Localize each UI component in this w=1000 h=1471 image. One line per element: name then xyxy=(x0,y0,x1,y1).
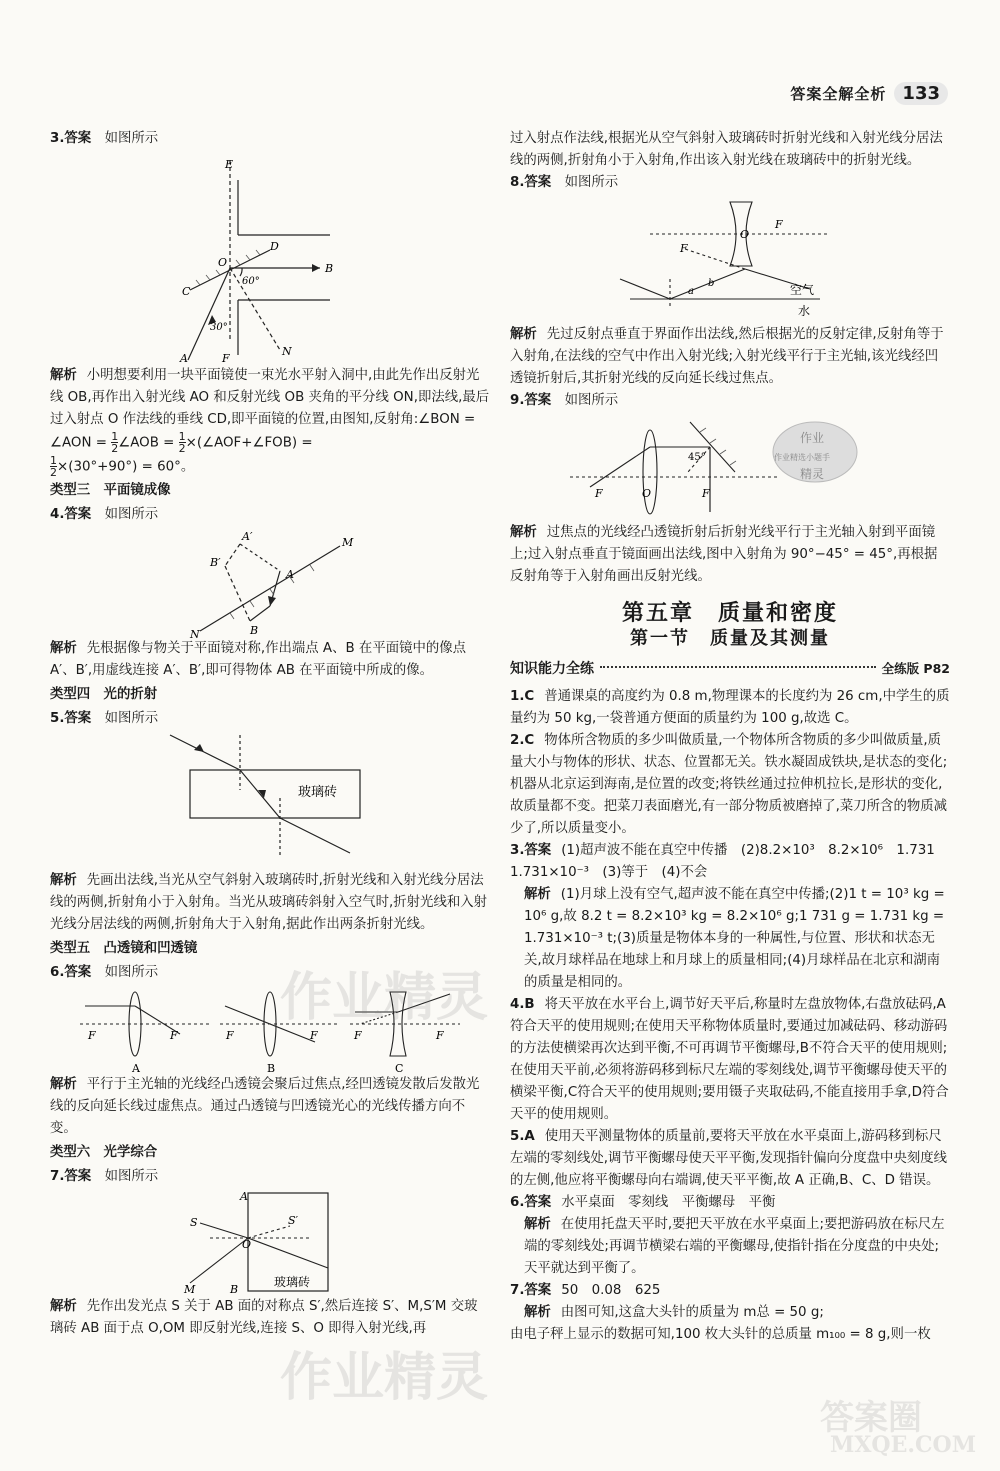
q9-figure xyxy=(560,412,900,522)
practice-bar-title: 知识能力全练 xyxy=(510,661,594,677)
q7-figure xyxy=(170,1188,370,1296)
svg-text:B: B xyxy=(230,1283,239,1296)
q7-analysis: 解析 先作出发光点 S 关于 AB 面的对称点 S′,然后连接 S′、M,S′M 交玻璃砖 AB 面于点 O,OM 即反射光线,连接 S、O 即得入射光线,再 xyxy=(50,1299,478,1336)
svg-text:a: a xyxy=(688,286,694,297)
svg-text:作业精选小题手: 作业精选小题手 xyxy=(774,453,830,462)
q8-analysis: 解析 先过反射点垂直于界面作出法线,然后根据光的反射定律,反射角等于入射角,在法线的空气中作出入射光线;入射光线平行于主光轴,该光线经凹透镜折射后,其折射光线的反向延长线过焦点。 xyxy=(510,327,944,386)
q3-figure xyxy=(170,150,370,365)
practice-bar-ref: 全练版 P82 xyxy=(881,661,950,676)
svg-text:F: F xyxy=(702,487,710,500)
svg-text:F: F xyxy=(170,1029,178,1042)
svg-text:S′: S′ xyxy=(288,1214,299,1227)
svg-text:精灵: 精灵 xyxy=(800,467,825,481)
q6-answer: 6.答案 如图所示 xyxy=(50,965,159,980)
svg-text:C: C xyxy=(395,1062,404,1074)
a7-analysis-2: 由电子秤上显示的数据可知,100 枚大头针的总质量 m₁₀₀ = 8 g,则一枚 xyxy=(510,1327,931,1342)
svg-text:A′: A′ xyxy=(242,530,253,543)
svg-text:45°: 45° xyxy=(688,452,706,463)
svg-text:O: O xyxy=(642,487,652,500)
q3-answer: 3.答案 如图所示 xyxy=(50,131,159,146)
q9-answer: 9.答案 如图所示 xyxy=(510,393,619,408)
svg-text:F: F xyxy=(775,218,783,231)
svg-text:D: D xyxy=(270,240,279,253)
q5-answer: 5.答案 如图所示 xyxy=(50,711,159,726)
svg-text:玻璃砖: 玻璃砖 xyxy=(274,1275,311,1289)
svg-text:F: F xyxy=(222,352,230,365)
watermark-3: 答案圈 xyxy=(820,1398,922,1438)
q6-analysis: 解析 平行于主光轴的光线经凸透镜会聚后过焦点,经凹透镜发散后发散光线的反向延长线过虚焦点。通过凸透镜与凹透镜光心的光线传播方向不变。 xyxy=(50,1077,480,1136)
svg-text:玻璃砖: 玻璃砖 xyxy=(298,785,338,800)
svg-text:B′: B′ xyxy=(210,556,221,569)
q7-analysis-cont: 过入射点作法线,根据光从空气斜射入玻璃砖时折射光线和入射光线分居法线的两侧,折射角小于入射角,作出该入射光线在玻璃砖中的折射光线。 xyxy=(510,131,943,168)
svg-text:M: M xyxy=(184,1283,196,1296)
type-6-heading: 类型六 光学综合 xyxy=(50,1145,158,1160)
svg-text:N: N xyxy=(190,628,200,638)
watermark-2: 作业精灵 xyxy=(280,1347,489,1408)
a6: 6.答案 水平桌面 零刻线 平衡螺母 平衡 xyxy=(510,1195,776,1210)
a3: 3.答案 (1)超声波不能在真空中传播 (2)8.2×10³ 8.2×10⁶ 1.731 1.731×10⁻³ (3)等于 (4)不会 xyxy=(510,843,949,880)
watermark-1: 作业精灵 xyxy=(280,967,489,1028)
svg-text:M: M xyxy=(342,536,354,549)
q9-analysis: 解析 过焦点的光线经凸透镜折射后折射光线平行于主光轴入射到平面镜上;过入射点垂直于镜面画出法线,图中入射角为 90°−45° = 45°,再根据反射角等于入射角画出反射光线。 xyxy=(510,525,938,584)
q3-analysis: 解析 小明想要利用一块平面镜使一束光水平射入洞中,由此先作出反射光线 OB,再作出入射光线 AO 和反射光线 OB 夹角的平分线 ON,即法线,最后过入射点 O 作法线的垂线 CD,即平面镜的位置,由图知,反射角:∠BON = ∠AON = $\frac{1}{2}$ ∠AOB = $\frac{1}{2}$ ×(∠AOF+∠FOB) = xyxy=(50,368,490,455)
svg-text:A: A xyxy=(180,352,188,365)
svg-text:C: C xyxy=(182,285,191,298)
svg-text:F: F xyxy=(595,487,603,500)
svg-text:F: F xyxy=(436,1029,444,1042)
svg-text:B: B xyxy=(267,1062,276,1074)
type-3-heading: 类型三 平面镜成像 xyxy=(50,483,171,498)
a4: 4.B 将天平放在水平台上,调节好天平后,称量时左盘放物体,右盘放砝码,A符合天平的使用规则;在使用天平称物体质量时,要通过加减砝码、移动游码的方法使横梁再次达到平衡,不可再调节平衡螺母,B不符合天平的使用规则;在使用天平前,必须将游码移到标尺左端的零刻线处,调节平衡螺母使天平的横梁平衡,C符合天平的使用规则;要用镊子夹取砝码,不能直接用手拿,D符合天平的使用规则。 xyxy=(510,997,949,1122)
a6-analysis: 解析 在使用托盘天平时,要把天平放在水平桌面上;要把游码放在标尺左端的零刻线处;再调节横梁右端的平衡螺母,使指针指在分度盘的中央处;天平就达到平衡了。 xyxy=(524,1217,945,1276)
svg-text:F: F xyxy=(226,1029,234,1042)
q3-analysis-end: $\frac{1}{2}$ ×(30°+90°) = 60°。 xyxy=(50,453,195,479)
svg-text:60°: 60° xyxy=(242,276,260,287)
a2: 2.C 物体所含物质的多少叫做质量,一个物体所含物质的多少叫做质量,质量大小与物体的形状、状态、位置都无关。铁水凝固成铁块,是状态的变化;机器从北京运到海南,是位置的改变;将铁丝通过拉伸机拉长,是形状的变化,故质量都不变。把菜刀表面磨光,有一部分物质被磨掉了,菜刀所含的物质减少了,所以质量变小。 xyxy=(510,733,948,836)
chapter-title: 第五章 质量和密度 xyxy=(621,600,838,626)
right-column xyxy=(510,128,950,1346)
svg-text:A: A xyxy=(286,568,294,581)
svg-text:F: F xyxy=(88,1029,96,1042)
svg-text:E: E xyxy=(225,158,234,171)
svg-text:空气: 空气 xyxy=(790,283,815,297)
q9-stamp xyxy=(773,422,857,482)
a3-analysis: 解析 (1)月球上没有空气,超声波不能在真空中传播;(2)1 t = 10³ kg = 10⁶ g,故 8.2 t = 8.2×10³ kg = 8.2×10⁶ g;1 731 g = 1.731 kg = 1.731×10⁻³ t;(3)质量是物体本身的一种属性,与位置、形状和状态无关,故月球样品在地球上和月球上的质量相同;(4)月球样品在北京和湖南的质量是相同的。 xyxy=(524,887,945,990)
svg-text:b: b xyxy=(708,278,715,289)
section-title: 第一节 质量及其测量 xyxy=(630,628,830,649)
practice-bar xyxy=(510,658,950,680)
page-number: 133 xyxy=(894,82,948,105)
svg-text:30°: 30° xyxy=(210,322,228,333)
svg-text:作业: 作业 xyxy=(800,431,825,445)
svg-text:B: B xyxy=(325,262,334,275)
a1: 1.C 普通课桌的高度约为 0.8 m,物理课本的长度约为 26 cm,中学生的质量约为 50 kg,一袋普通方便面的质量约为 100 g,故选 C。 xyxy=(510,689,950,726)
q4-analysis: 解析 先根据像与物关于平面镜对称,作出端点 A、B 在平面镜中的像点 A′、B′,用虚线连接 A′、B′,即可得物体 AB 在平面镜中所成的像。 xyxy=(50,641,467,678)
svg-text:水: 水 xyxy=(798,304,811,318)
svg-text:F: F xyxy=(310,1029,318,1042)
q7-answer: 7.答案 如图所示 xyxy=(50,1169,159,1184)
svg-text:O: O xyxy=(242,1238,252,1251)
header-title: 答案全解全析 xyxy=(790,85,887,103)
svg-text:S: S xyxy=(190,1216,198,1229)
left-column xyxy=(50,128,490,1340)
svg-text:O: O xyxy=(218,256,228,269)
q4-answer: 4.答案 如图所示 xyxy=(50,507,159,522)
type-5-heading: 类型五 凸透镜和凹透镜 xyxy=(50,941,198,956)
a7: 7.答案 50 0.08 625 xyxy=(510,1283,661,1298)
q4-figure xyxy=(170,526,370,638)
watermark-4: MXQE.COM xyxy=(830,1432,977,1458)
svg-text:N: N xyxy=(282,345,292,358)
q5-figure xyxy=(160,730,380,870)
svg-text:B: B xyxy=(250,624,259,637)
svg-text:F: F xyxy=(680,242,688,255)
a7-analysis: 解析 由图可知,这盒大头针的质量为 m总 = 50 g; xyxy=(524,1305,824,1320)
type-4-heading: 类型四 光的折射 xyxy=(50,687,158,702)
svg-text:O: O xyxy=(740,228,750,241)
a5: 5.A 使用天平测量物体的质量前,要将天平放在水平桌面上,游码移到标尺左端的零刻线处,调节平衡螺母使天平平衡,发现指针偏向分度盘中央刻度线的左侧,他应将平衡螺母向右端调,使天平平衡,故 A 正确,B、C、D 错误。 xyxy=(510,1129,948,1188)
svg-text:F: F xyxy=(354,1029,362,1042)
q8-figure xyxy=(610,194,850,324)
svg-text:A: A xyxy=(132,1062,140,1074)
q5-analysis: 解析 先画出法线,当光从空气斜射入玻璃砖时,折射光线和入射光线分居法线的两侧,折射角小于入射角。当光从玻璃砖斜射入空气时,折射光线和入射光线分居法线的两侧,折射角大于入射角,据此作出两条折射光线。 xyxy=(50,873,488,932)
svg-text:A: A xyxy=(240,1190,248,1203)
page-header xyxy=(790,82,948,105)
q8-answer: 8.答案 如图所示 xyxy=(510,175,619,190)
